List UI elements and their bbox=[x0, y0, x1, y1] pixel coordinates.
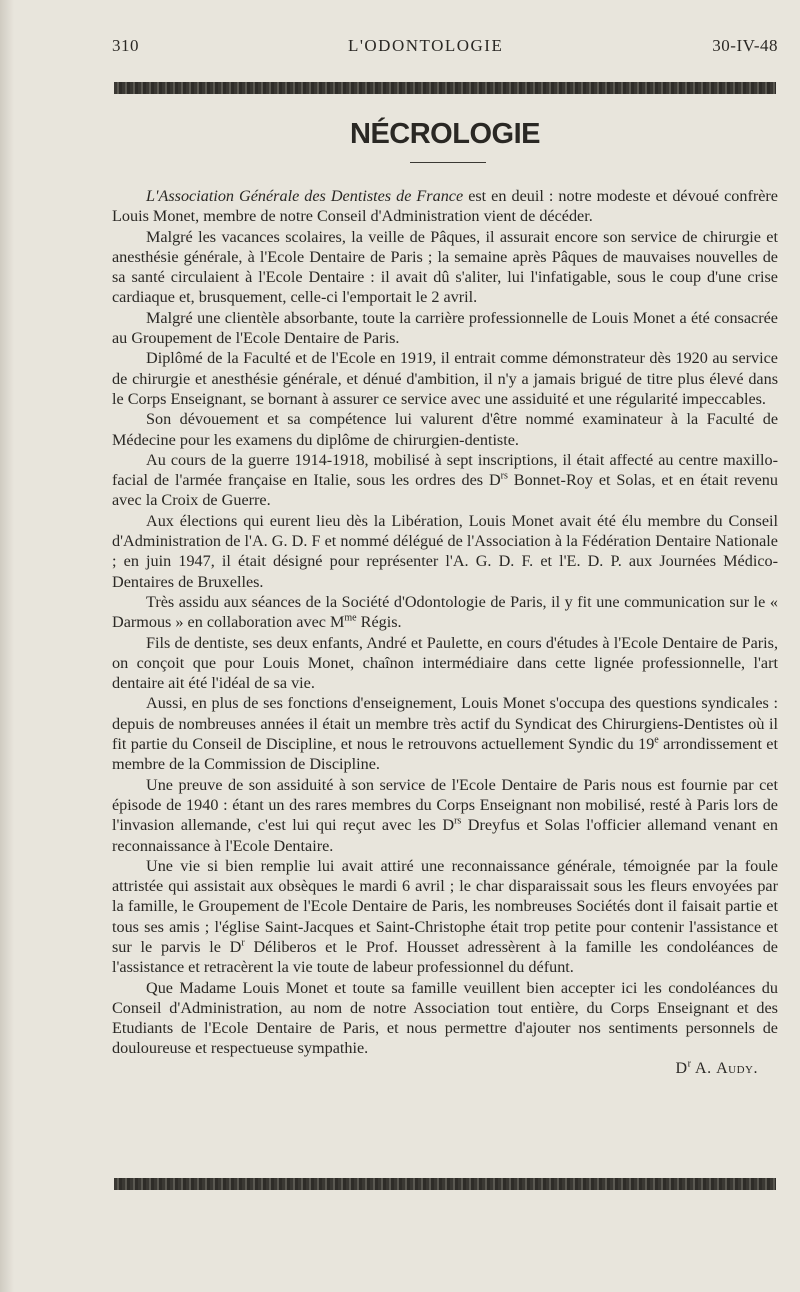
paragraph-6 bbox=[112, 450, 778, 511]
paragraph-2: Malgré les vacances scolaires, la veille de Pâques, il assurait encore son service de chirurgie et anesthésie générale, à l'Ecole Dentaire de Paris ; la semaine après Pâques de mauvaises nouvelles de sa santé circulaient à l'Ecole Dentaire : il avait dû s'aliter, lui l'infatigable, sous le coup d'une crise cardiaque et, brusquement, celle-ci l'emportait le 2 avril. bbox=[112, 227, 778, 307]
paragraph-12 bbox=[112, 856, 778, 978]
paragraph-7: Aux élections qui eurent lieu dès la Libération, Louis Monet avait été élu membre du Conseil d'Administration de l'A. G. D. F et nommé délégué de l'Association à la Fédération Dentaire Nationale ; en juin 1947, il était désigné pour représenter l'A. G. D. F. et l'E. D. P. aux Journées Médico-Dentaires de Bruxelles. bbox=[112, 511, 778, 591]
paragraph-11-text-b: Dreyfus et Solas l'officier allemand venant en reconnaissance à l'Ecole Dentaire. bbox=[112, 816, 778, 855]
signature-title: D bbox=[675, 1059, 688, 1077]
issue-date: 30-IV-48 bbox=[712, 36, 778, 55]
top-decorative-rule bbox=[114, 82, 776, 94]
signature-initial: A. bbox=[691, 1059, 717, 1077]
paragraph-13: Que Madame Louis Monet et toute sa famille veuillent bien accepter ici les condoléances du Conseil d'Administration, au nom de notre Association tout entière, du Corps Enseignant et des Etudiants de l'Ecole Dentaire de Paris, et nous permettre d'ajouter nos sentiments personnels de douloureuse et respectueuse sympathie. bbox=[112, 978, 778, 1058]
association-name: L'Association Générale des Dentistes de France bbox=[146, 187, 464, 205]
paragraph-1-text: est en deuil : notre modeste et dévoué confrère Louis Monet, membre de notre Conseil d'Administration vient de décéder. bbox=[112, 187, 778, 226]
article-title: NÉCROLOGIE bbox=[350, 118, 540, 150]
page-edge-shadow bbox=[0, 0, 14, 1292]
paragraph-8-text-a: Très assidu aux séances de la Société d'Odontologie de Paris, il y fit une communication sur le « Darmous » en collaboration avec M bbox=[112, 592, 778, 632]
superscript: r bbox=[687, 1058, 692, 1070]
superscript: me bbox=[344, 612, 357, 624]
bottom-decorative-rule bbox=[114, 1178, 776, 1190]
title-underline bbox=[410, 162, 486, 163]
running-header bbox=[112, 36, 778, 56]
journal-title: L'ODONTOLOGIE bbox=[347, 36, 504, 55]
paragraph-8-text-b: Régis. bbox=[356, 613, 402, 632]
paragraph-10-text-b: arrondissement et membre de la Commission de Discipline. bbox=[112, 735, 778, 774]
paragraph-6-text-a: Au cours de la guerre 1914-1918, mobilisé à sept inscriptions, il était affecté au centre maxillo-facial de l'armée française en Italie, sous les ordres des D bbox=[112, 450, 778, 490]
superscript: r bbox=[241, 937, 245, 949]
paragraph-10-text-a: Aussi, en plus de ses fonctions d'enseignement, Louis Monet s'occupa des questions syndicales : depuis de nombreuses années il était un membre très actif du Syndicat des Chirurgiens-Dentistes où il fit partie du Conseil de Discipline, et nous le retrouvons actuellement Syndic du 19 bbox=[112, 694, 778, 754]
paragraph-12-text-b: Déliberos et le Prof. Housset adressèrent à la famille les condoléances de l'assistance et retracèrent la vie toute de labeur professionnel du défunt. bbox=[112, 937, 778, 977]
signature-name: Audy. bbox=[716, 1059, 758, 1077]
article-body bbox=[112, 186, 778, 1079]
paragraph-5: Son dévouement et sa compétence lui valurent d'être nommé examinateur à la Faculté de Médecine pour les examens du diplôme de chirurgien-dentiste. bbox=[112, 410, 778, 449]
paragraph-3: Malgré une clientèle absorbante, toute la carrière professionnelle de Louis Monet a été consacrée au Groupement de l'Ecole Dentaire de Paris. bbox=[112, 308, 778, 348]
paragraph-11 bbox=[112, 775, 778, 856]
superscript: rs bbox=[500, 470, 508, 482]
paragraph-11-text-a: Une preuve de son assiduité à son service de l'Ecole Dentaire de Paris nous est fournie par cet épisode de 1940 : étant un des rares membres du Corps Enseignant non mobilisé, resté à Paris lors de l'invasion allemande, c'est lui qui reçut avec les D bbox=[112, 775, 778, 835]
paragraph-4: Diplômé de la Faculté et de l'Ecole en 1919, il entrait comme démonstrateur dès 1920 au service de chirurgie et anesthésie générale, et dénué d'ambition, il n'y a jamais brigué de titre plus élevé dans le Corps Enseignant, se bornant à assurer ce service avec une assiduité et une régularité impeccables. bbox=[112, 349, 778, 408]
paragraph-6-text-b: Bonnet-Roy et Solas, et en était revenu avec la Croix de Guerre. bbox=[112, 471, 778, 510]
page-number: 310 bbox=[112, 36, 139, 55]
superscript: rs bbox=[454, 815, 462, 827]
paragraph-10 bbox=[112, 693, 778, 774]
signature bbox=[112, 1059, 778, 1079]
paragraph-12-text-a: Une vie si bien remplie lui avait attiré une reconnaissance générale, témoignée par la foule attristée qui assistait aux obsèques le mardi 6 avril ; le char disparaissait sous les fleurs envoyées par la famille, le Groupement de l'Ecole Dentaire de Paris, les nombreuses Sociétés dont il faisait partie et tous ses amis ; l'église Saint-Jacques et Saint-Christophe était trop petite pour contenir l'assistance et sur le parvis le D bbox=[112, 856, 778, 956]
paragraph-1 bbox=[112, 186, 778, 227]
superscript: e bbox=[654, 734, 659, 746]
paragraph-8 bbox=[112, 592, 778, 633]
paragraph-9: Fils de dentiste, ses deux enfants, André et Paulette, en cours d'études à l'Ecole Dentaire de Paris, on conçoit que pour Louis Monet, chaînon intermédiaire dans cette lignée professionnelle, l'art dentaire ait été l'idéal de sa vie. bbox=[112, 633, 778, 693]
